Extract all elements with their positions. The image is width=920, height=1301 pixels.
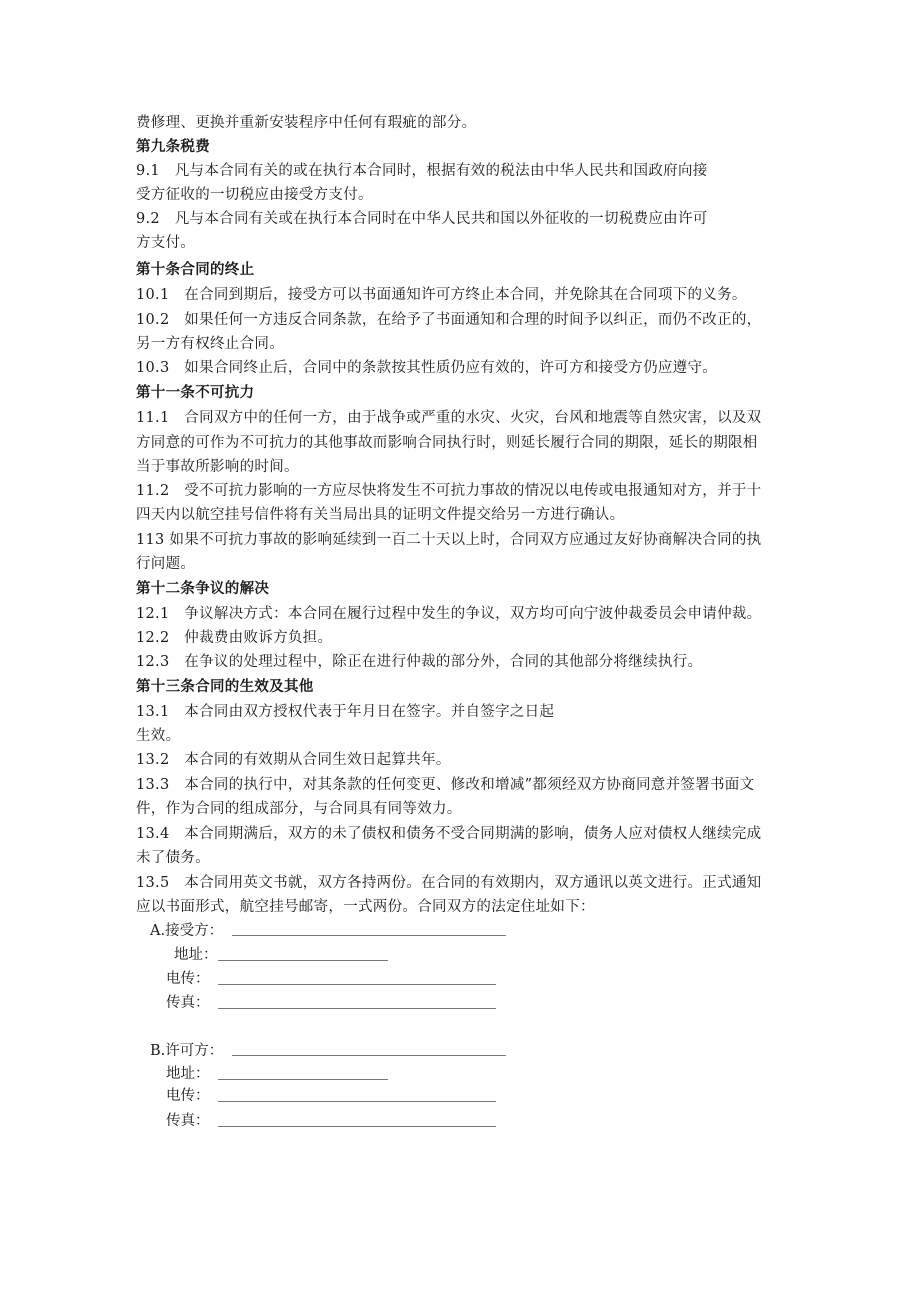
party-a-fax-label: 传真： [166,995,210,1011]
section-heading-tax: 第九条税费 [136,138,210,155]
party-a-telex-label: 电传： [166,971,210,987]
text-line: 13.5 本合同用英文书就，双方各持两份。在合同的有效期内，双方通讯以英文进行。正式通知 [136,875,762,891]
party-b-title: B.许可方： [150,1043,224,1059]
section-heading-disputes: 第十二条争议的解决 [136,580,270,597]
text-line: 受方征收的一切税应由接受方支付。 [136,187,373,203]
text-line: 12.3 在争议的处理过程中，除正在进行仲裁的部分外，合同的其他部分将继续执行。 [136,654,703,670]
text-line: 方支付。 [136,235,196,251]
text-line: 当于事故所影响的时间。 [136,459,299,475]
party-b-address-line[interactable] [218,1079,388,1080]
text-line: 13.4 本合同期满后，双方的未了债权和债务不受合同期满的影响，债务人应对债权人继续完成 [136,826,762,842]
text-line: 10.2 如果任何一方违反合同条款，在给予了书面通知和合理的时间予以纠正，而仍不改正的， [136,312,762,328]
party-a-address-line[interactable] [218,960,388,961]
party-a-telex-line[interactable] [218,984,496,985]
text-line: 另一方有权终止合同。 [136,336,284,352]
text-line: 13.2 本合同的有效期从合同生效日起算共年。 [136,752,451,768]
text-line: 生效。 [136,728,181,744]
text-line: 11.1 合同双方中的任何一方，由于战争或严重的水灾、火灾，台风和地震等自然灾害，以及双 [136,410,762,426]
party-a-name-line[interactable] [232,935,506,936]
text-line: 11.2 受不可抗力影响的一方应尽快将发生不可抗力事故的情况以电传或电报通知对方，并于十 [136,483,762,499]
text-line: 四天内以航空挂号信件将有关当局出具的证明文件提交给另一方进行确认。 [136,507,625,523]
text-line: 12.2 仲裁费由败诉方负担。 [136,630,333,646]
party-a-title: A.接受方： [150,923,224,939]
text-line: 9.2 凡与本合同有关或在执行本合同时在中华人民共和国以外征收的一切税费应由许可 [136,211,708,227]
party-b-name-line[interactable] [232,1055,506,1056]
party-b-address-label: 地址： [166,1066,210,1082]
text-line: 12.1 争议解决方式：本合同在履行过程中发生的争议，双方均可向宁波仲裁委员会申请仲裁。 [136,606,762,622]
text-line: 未了债务。 [136,850,210,866]
text-line: 行问题。 [136,556,196,572]
party-b-telex-label: 电传： [166,1088,210,1104]
text-line: 应以书面形式，航空挂号邮寄，一式两份。合同双方的法定住址如下： [136,899,595,915]
party-a-address-label: 地址： [174,947,218,963]
party-a-fax-line[interactable] [218,1008,496,1009]
text-line: 10.3 如果合同终止后，合同中的条款按其性质仍应有效的，许可方和接受方仍应遵守。 [136,360,718,376]
party-b-fax-line[interactable] [218,1126,496,1127]
text-line: 13.1 本合同由双方授权代表于年月日在签字。并自签字之日起 [136,704,555,720]
section-heading-termination: 第十条合同的终止 [136,261,255,278]
text-line: 9.1 凡与本合同有关的或在执行本合同时，根据有效的税法由中华人民共和国政府向接 [136,163,708,179]
text-line: 方同意的可作为不可抗力的其他事故而影响合同执行时，则延长履行合同的期限，延长的期限相 [136,435,758,451]
text-line: 件，作为合同的组成部分，与合同具有同等效力。 [136,801,462,817]
section-heading-force-majeure: 第十一条不可抗力 [136,384,255,401]
text-line: 13.3 本合同的执行中，对其条款的任何变更、修改和增减”都须经双方协商同意并签署书面文 [136,777,755,793]
text-line: 113 如果不可抗力事故的影响延续到一百二十天以上时，合同双方应通过友好协商解决合同的执 [136,532,762,548]
party-b-fax-label: 传真： [166,1113,210,1129]
text-line: 10.1 在合同到期后，接受方可以书面通知许可方终止本合同，并免除其在合同项下的义务。 [136,287,747,303]
text-line: 费修理、更换并重新安装程序中任何有瑕疵的部分。 [136,115,477,131]
party-b-telex-line[interactable] [218,1101,496,1102]
section-heading-effectiveness: 第十三条合同的生效及其他 [136,678,314,695]
